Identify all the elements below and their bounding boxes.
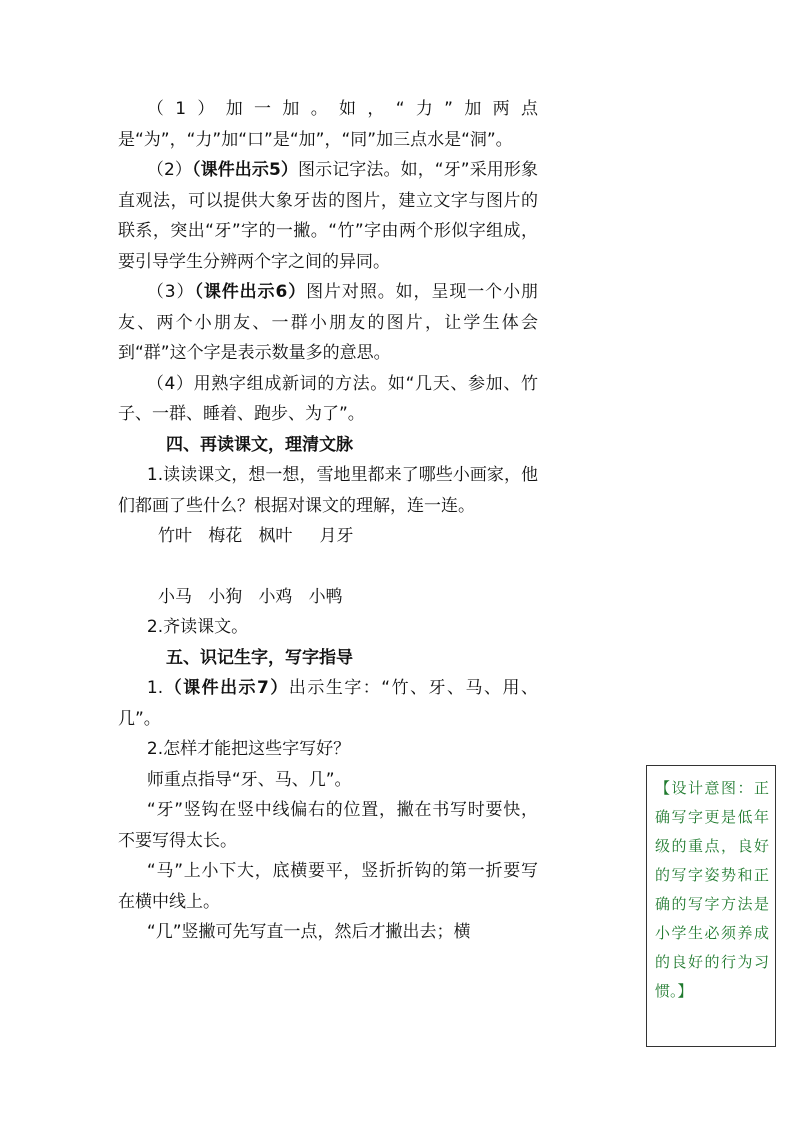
word-item: 枫叶: [258, 526, 293, 546]
item-number: 1.: [146, 678, 164, 698]
paragraph-picture-compare: [118, 277, 538, 369]
word-item: 梅花: [208, 526, 243, 546]
question-1: 1.读读课文，想一想，雪地里都来了哪些小画家，他们都画了些什么？根据对课文的理解，连一连。: [118, 465, 538, 516]
courseware-label: （课件出示5）: [192, 160, 299, 180]
paragraph-text: 图片对照。如，呈现一个小朋友、两个小朋友、一群小朋友的图片，让学生体会到“群”这个字是表示数量多的意思。: [118, 282, 538, 363]
paragraph-text: 图示记字法。如，“牙”采用形象直观法，可以提供大象牙齿的图片，建立文字与图片的联系，突出“牙”字的一撇。“竹”字由两个形似字组成，要引导学生分辨两个字之间的异同。: [118, 160, 538, 272]
picture-words-row: [118, 521, 538, 552]
writing-step-3: 师重点指导“牙、马、几”。: [146, 769, 352, 790]
spacer: [118, 552, 538, 582]
paragraph-picture-method: [118, 155, 538, 277]
lesson-content: [118, 94, 538, 948]
courseware-label: （课件出示6）: [194, 282, 307, 302]
word-item: 小狗: [208, 586, 243, 607]
section-heading-5: 五、识记生字，写字指导: [166, 647, 353, 668]
writing-guide-ma: “马”上小下大，底横要平，竖折折钩的第一折要写在横中线上。: [118, 861, 538, 912]
paragraph-add: （1）加一加。如，“力”加两点是“为”，“力”加“口”是“加”，“同”加三点水是“洞”。: [118, 99, 538, 150]
item-number: （3）: [146, 282, 195, 302]
word-item: 竹叶: [158, 526, 192, 546]
word-item: 月牙: [319, 526, 354, 546]
writing-step-2: 2.怎样才能把这些字写好？: [146, 739, 351, 759]
design-intent-box: 【设计意图：正确写字更是低年级的重点，良好的写字姿势和正确的写字方法是小学生必须养成的良好的行为习惯。】: [646, 765, 776, 1047]
paragraph-text: 出示生字：“竹、牙、马、用、几”。: [118, 678, 538, 729]
question-2: 2.齐读课文。: [146, 617, 249, 637]
item-number: （2）: [146, 160, 192, 180]
word-item: 小马: [158, 586, 192, 607]
word-item: 小鸡: [258, 586, 293, 607]
courseware-label: （课件出示7）: [163, 678, 289, 698]
section-heading-4: 四、再读课文，理清文脉: [166, 434, 353, 455]
writing-guide-ya: “牙”竖钩在竖中线偏右的位置，撇在书写时要快，不要写得太长。: [118, 800, 538, 851]
writing-step-1: [118, 673, 538, 734]
painter-words-row: [118, 582, 538, 613]
word-item: 小鸭: [308, 586, 343, 607]
paragraph-new-words: （4）用熟字组成新词的方法。如“几天、参加、竹子、一群、睡着、跑步、为了”。: [118, 373, 538, 424]
writing-guide-ji: “几”竖撇可先写直一点，然后才撇出去；横: [146, 922, 471, 942]
